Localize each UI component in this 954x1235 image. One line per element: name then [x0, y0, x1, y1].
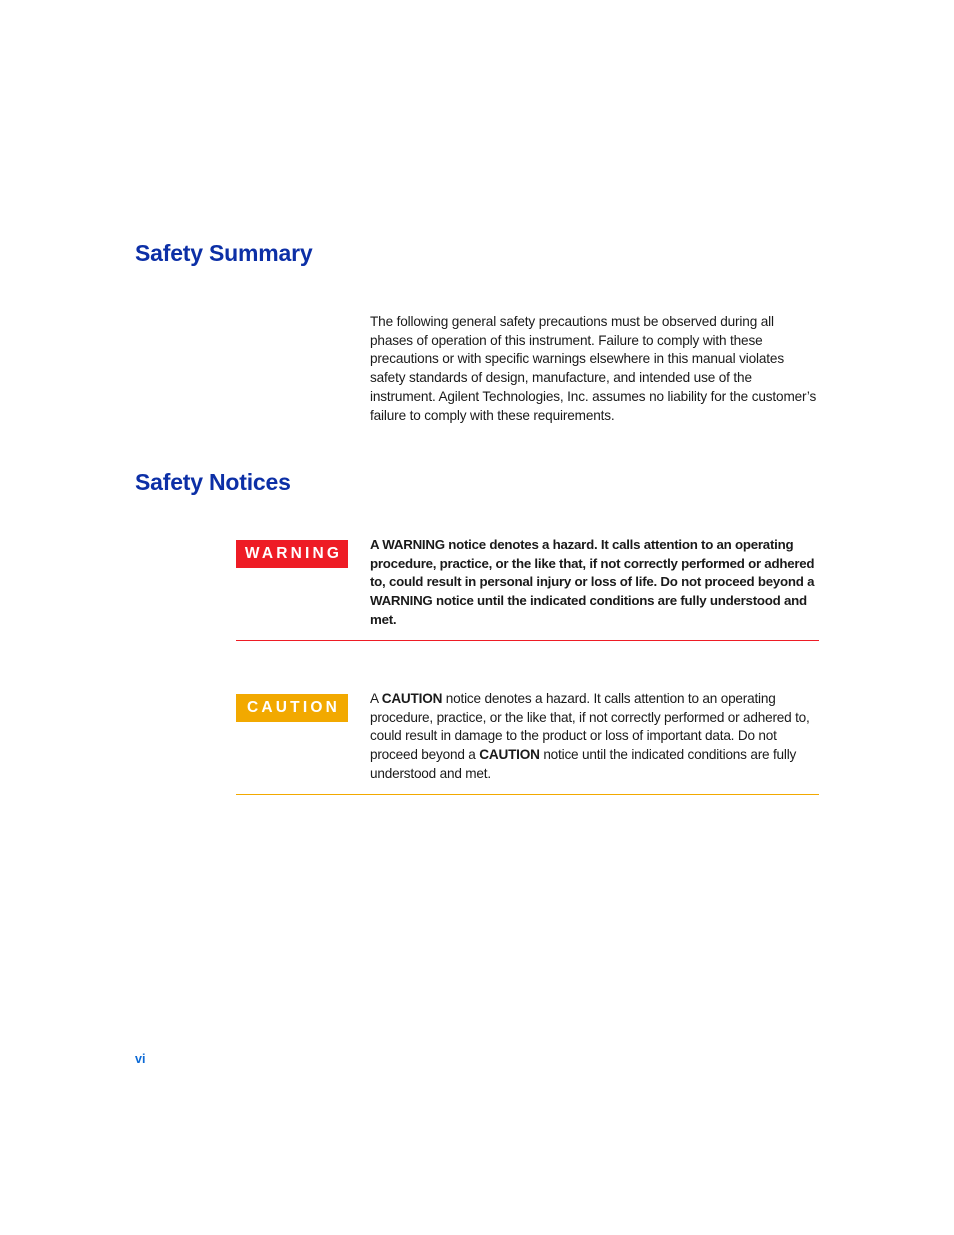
- caution-divider: [236, 794, 819, 795]
- safety-summary-heading: Safety Summary: [135, 240, 313, 266]
- safety-summary-paragraph: The following general safety precautions must be observed during all phases of operation of this instrument. Failure to comply with these precautions or with specific warnings elsewhere in this manual violates safety standards of design, manufacture, and intended use of the instrument. Agilent Technologies, Inc. assumes no liability for the customer’s failure to comply with these requirements.: [370, 314, 817, 423]
- caution-text-part-3: notice until the indicated conditions are fully understood and met.: [370, 747, 797, 781]
- warning-divider: [236, 640, 819, 641]
- warning-badge: WARNING: [236, 540, 348, 568]
- caution-text-part-1: A: [370, 691, 382, 706]
- caution-keyword-2: CAUTION: [479, 747, 540, 763]
- caution-badge: CAUTION: [236, 694, 348, 722]
- page-number: vi: [135, 1052, 146, 1066]
- warning-notice-text: A WARNING notice denotes a hazard. It calls attention to an operating procedure, practice, or the like that, if not correctly performed or adhered to, could result in personal injury or loss of life. Do not proceed beyond a WARNING notice until the indicated conditions are fully understood and met.: [370, 537, 815, 627]
- safety-notices-heading: Safety Notices: [135, 469, 291, 495]
- caution-keyword-1: CAUTION: [381, 691, 443, 706]
- caution-text-part-2: notice denotes a hazard. It calls attention to an operating procedure, practice, or the like that, if not correctly performed or adhered to, could result in damage to the product or loss of important data. Do not proceed beyond a: [370, 691, 810, 763]
- caution-notice-text: [370, 690, 820, 784]
